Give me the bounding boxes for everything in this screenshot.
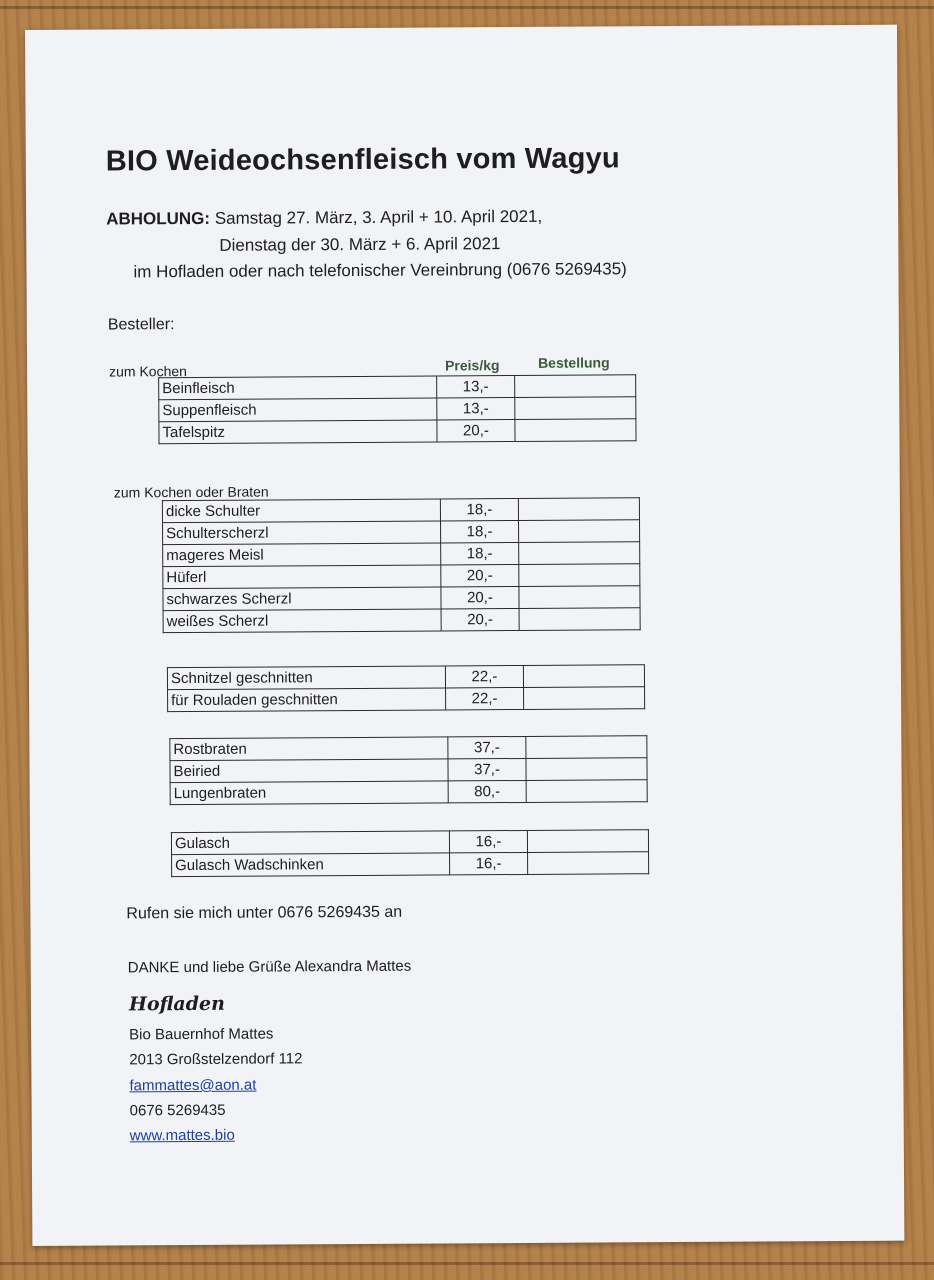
item-name: Schnitzel geschnitten [167, 666, 445, 690]
item-price: 20,- [441, 586, 519, 608]
table-row [170, 780, 647, 805]
column-header-order: Bestellung [537, 354, 610, 371]
order-cell[interactable] [523, 665, 644, 688]
item-name: Suppenfleisch [159, 398, 437, 422]
item-price: 13,- [437, 376, 515, 398]
order-cell[interactable] [528, 852, 649, 875]
order-cell[interactable] [526, 758, 647, 781]
item-price: 20,- [441, 564, 519, 586]
table-kochen-braten-1 [162, 497, 641, 633]
table-row [170, 736, 647, 761]
table-row [172, 852, 649, 877]
item-name: schwarzes Scherzl [163, 587, 441, 611]
item-price: 18,- [441, 542, 519, 564]
item-price: 13,- [437, 398, 515, 420]
pickup-dates-saturday: Samstag 27. März, 3. April + 10. April 2021, [214, 206, 543, 228]
wood-seam [0, 1262, 934, 1265]
item-name: weißes Scherzl [163, 609, 441, 633]
table-row [159, 375, 636, 400]
order-cell[interactable] [519, 542, 640, 565]
item-name: Rostbraten [170, 737, 448, 761]
table-row [162, 498, 639, 523]
item-price: 16,- [449, 830, 527, 852]
item-name: Tafelspitz [159, 420, 437, 444]
item-name: Hüferl [163, 565, 441, 589]
wood-seam [0, 6, 934, 9]
pickup-dates-tuesday: Dienstag der 30. März + 6. April 2021 [219, 234, 501, 255]
email-link[interactable]: fammattes@aon.at [129, 1076, 257, 1095]
item-name: Gulasch [171, 831, 449, 855]
item-name: Beiried [170, 759, 448, 783]
order-sheet [25, 25, 904, 1246]
item-price: 16,- [450, 852, 528, 874]
table-row [159, 397, 636, 422]
table-row [159, 419, 636, 444]
farm-name: Bio Bauernhof Mattes [129, 1025, 274, 1044]
item-name: Gulasch Wadschinken [172, 853, 450, 877]
call-note: Rufen sie mich unter 0676 5269435 an [126, 903, 403, 923]
table-kochen [158, 374, 636, 444]
page-title: BIO Weideochsenfleisch vom Wagyu [105, 142, 620, 178]
item-price: 37,- [448, 736, 526, 758]
order-cell[interactable] [515, 397, 636, 420]
order-cell[interactable] [518, 498, 639, 521]
address: 2013 Großstelzendorf 112 [129, 1050, 303, 1069]
item-name: mageres Meisl [163, 543, 441, 567]
item-price: 20,- [437, 420, 515, 442]
orderer-label: Besteller: [107, 316, 175, 334]
pickup-line [106, 207, 542, 230]
item-name: Beinfleisch [159, 376, 437, 400]
table-kochen-braten-3 [169, 735, 647, 805]
order-cell[interactable] [515, 419, 636, 442]
item-price: 80,- [448, 780, 526, 802]
column-header-price: Preis/kg [445, 357, 500, 374]
table-row [163, 542, 640, 567]
order-cell[interactable] [519, 608, 640, 631]
table-row [163, 520, 640, 545]
item-name: Lungenbraten [170, 781, 448, 805]
table-row [163, 586, 640, 611]
item-price: 37,- [448, 758, 526, 780]
pickup-label: ABHOLUNG: [106, 208, 211, 229]
order-cell[interactable] [519, 520, 640, 543]
phone-number: 0676 5269435 [129, 1101, 226, 1120]
table-row [171, 830, 648, 855]
thanks-note: DANKE und liebe Grüße Alexandra Mattes [127, 957, 412, 977]
table-row [163, 608, 640, 633]
section-label-kochen-braten: zum Kochen oder Braten [113, 483, 269, 501]
order-cell[interactable] [524, 687, 645, 710]
order-cell[interactable] [526, 736, 647, 759]
item-name: dicke Schulter [162, 499, 440, 523]
order-cell[interactable] [519, 564, 640, 587]
table-row [163, 564, 640, 589]
table-row [170, 758, 647, 783]
section-label-kochen: zum Kochen [109, 363, 187, 380]
pickup-note: im Hofladen oder nach telefonischer Vereinbrung (0676 5269435) [133, 259, 627, 282]
shop-name: Hofladen [128, 992, 225, 1016]
table-kochen-braten-4 [171, 829, 649, 877]
table-row [167, 665, 644, 690]
item-name: für Rouladen geschnitten [168, 688, 446, 712]
table-row [168, 687, 645, 712]
order-cell[interactable] [519, 586, 640, 609]
item-name: Schulterscherzl [163, 521, 441, 545]
item-price: 18,- [441, 520, 519, 542]
order-cell[interactable] [527, 830, 648, 853]
website-link[interactable]: www.mattes.bio [129, 1126, 235, 1145]
item-price: 22,- [446, 687, 524, 709]
table-kochen-braten-2 [167, 664, 645, 712]
item-price: 22,- [445, 665, 523, 687]
item-price: 20,- [441, 608, 519, 630]
order-cell[interactable] [515, 375, 636, 398]
order-cell[interactable] [526, 780, 647, 803]
item-price: 18,- [440, 498, 518, 520]
